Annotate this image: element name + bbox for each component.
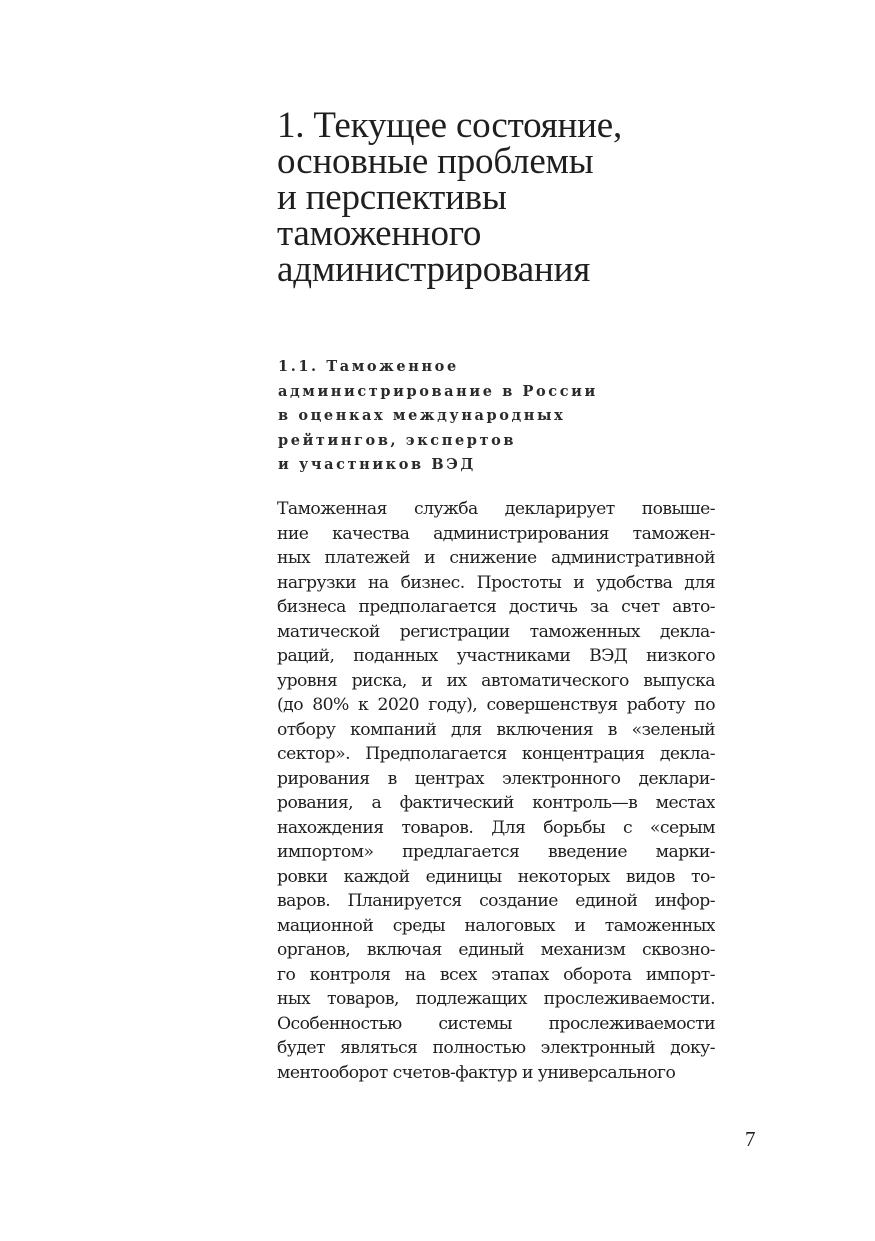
paragraph-line: мационной среды налоговых и таможенных: [277, 915, 715, 936]
paragraph-line: нагрузки на бизнес. Простоты и удобства для: [277, 572, 715, 593]
paragraph-line: сектор». Предполагается концентрация декла-: [277, 744, 715, 764]
chapter-title-line: администрирования: [277, 249, 591, 290]
paragraph-line: (до 80% к 2020 году), совершенствуя работу по: [277, 695, 715, 715]
section-heading-line: администрирование в России: [278, 382, 598, 400]
paragraph-line: нахождения товаров. Для борьбы с «серым: [277, 817, 715, 838]
section-heading-line: и участников ВЭД: [278, 456, 476, 473]
page-number: 7: [745, 1127, 756, 1151]
paragraph-line: варов. Планируется создание единой инфор-: [277, 891, 715, 911]
paragraph-line: ных платежей и снижение административной: [277, 548, 715, 568]
section-heading-line: в оценках международных: [278, 407, 566, 424]
paragraph-line: импортом» предлагается введение марки-: [277, 842, 715, 862]
chapter-title-line: и перспективы: [277, 177, 507, 218]
paragraph-line: уровня риска, и их автоматического выпуска: [277, 670, 715, 691]
paragraph-line: го контроля на всех этапах оборота импорт-: [277, 964, 715, 985]
section-heading-line: 1.1. Таможенное: [278, 358, 459, 375]
paragraph-line: ние качества администрирования таможен-: [277, 523, 715, 544]
paragraph-line: ментооборот счетов-фактур и универсального: [277, 1062, 676, 1083]
section-heading: [278, 355, 718, 478]
paragraph-line: ных товаров, подлежащих прослеживаемости.: [277, 989, 715, 1009]
paragraph-line: матической регистрации таможенных декла-: [277, 621, 715, 642]
body-paragraph: [277, 497, 715, 1085]
paragraph-line: Таможенная служба декларирует повыше-: [277, 499, 715, 519]
section-heading-line: рейтингов, экспертов: [278, 431, 517, 449]
paragraph-line: ровки каждой единицы некоторых видов то-: [277, 866, 715, 887]
chapter-title-line: основные проблемы: [277, 141, 594, 182]
paragraph-line: бизнеса предполагается достичь за счет авто-: [277, 597, 715, 617]
paragraph-line: органов, включая единый механизм сквозно-: [277, 940, 715, 960]
paragraph-line: рирования в центрах электронного деклари-: [277, 768, 715, 789]
paragraph-line: будет являться полностью электронный доку-: [277, 1038, 715, 1058]
paragraph-line: Особенностью системы прослеживаемости: [277, 1013, 715, 1034]
paragraph-line: раций, поданных участниками ВЭД низкого: [277, 646, 715, 666]
chapter-title-line: таможенного: [277, 213, 482, 254]
paragraph-line: отбору компаний для включения в «зеленый: [277, 719, 715, 740]
chapter-title: [277, 105, 747, 290]
chapter-title-line: 1. Текущее состояние,: [277, 105, 622, 146]
paragraph-line: рования, а фактический контроль—в местах: [277, 793, 715, 813]
